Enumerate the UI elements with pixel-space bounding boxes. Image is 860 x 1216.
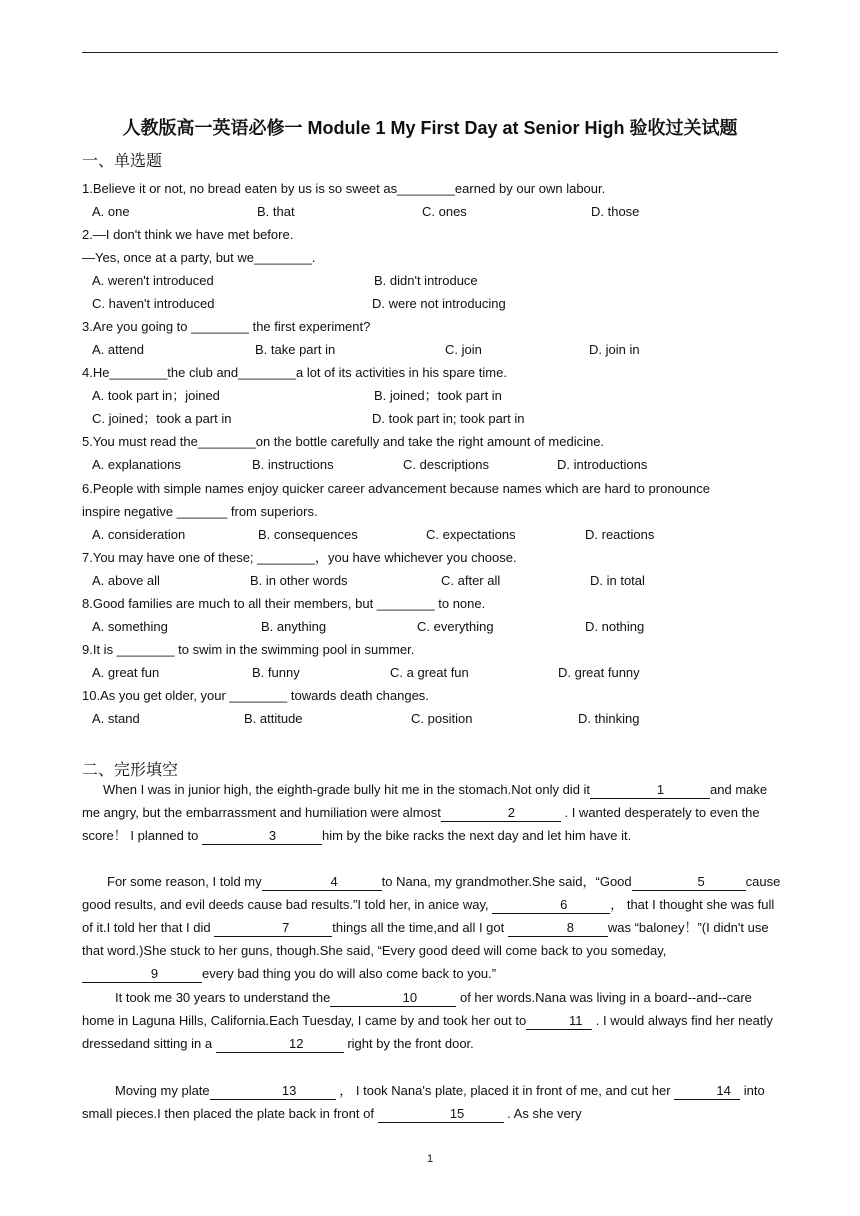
cloze-paragraph-4	[82, 1079, 782, 1125]
q4-option-d: D. took part in; took part in	[372, 411, 525, 426]
blank-8: 8	[508, 920, 608, 937]
q10-option-d: D. thinking	[578, 711, 640, 726]
blank-4: 4	[262, 874, 382, 891]
blank-15: 15	[378, 1106, 504, 1123]
question-10-stem: 10.As you get older, your ________ towards death changes.	[82, 688, 429, 703]
cloze-text: things all the time,and all I got	[332, 920, 508, 935]
question-2-stem-reply: —Yes, once at a party, but we________.	[82, 250, 316, 265]
blank-1: 1	[590, 782, 710, 799]
q6-option-b: B. consequences	[258, 527, 358, 542]
cloze-text: right by the front door.	[343, 1036, 474, 1051]
cloze-paragraph-1	[82, 778, 782, 847]
cloze-paragraph-3	[82, 986, 782, 1055]
question-3-stem: 3.Are you going to ________ the first experiment?	[82, 319, 371, 334]
q10-option-b: B. attitude	[244, 711, 303, 726]
q9-option-b: B. funny	[252, 665, 300, 680]
q6-option-d: D. reactions	[585, 527, 655, 542]
cloze-text: . I wanted desperately to even the score！ I planned to	[82, 805, 760, 843]
q10-option-c: C. position	[411, 711, 473, 726]
cloze-text: cause good results, and evil deeds cause bad results.”I told her, in anice way,	[82, 874, 781, 912]
question-7-stem: 7.You may have one of these; ________，you have whichever you choose.	[82, 550, 517, 565]
cloze-text: into small pieces.I then placed the plate back in front of	[82, 1083, 765, 1121]
q7-option-c: C. after all	[441, 573, 501, 588]
question-8-stem: 8.Good families are much to all their members, but ________ to none.	[82, 596, 486, 611]
q3-option-d: D. join in	[589, 342, 640, 357]
cloze-text: For some reason, I told my	[107, 874, 262, 889]
q2-option-b: B. didn't introduce	[374, 273, 478, 288]
q4-option-a: A. took part in；joined	[92, 388, 220, 403]
cloze-text: It took me 30 years to understand the	[115, 990, 331, 1005]
q7-option-b: B. in other words	[250, 573, 348, 588]
q5-option-c: C. descriptions	[403, 457, 489, 472]
q1-option-d: D. those	[591, 204, 640, 219]
cloze-text: him by the bike racks the next day and let him have it.	[321, 828, 632, 843]
q5-option-d: D. introductions	[557, 457, 648, 472]
question-2-stem: 2.—I don't think we have met before.	[82, 227, 294, 242]
cloze-text: ， I took Nana's plate, placed it in front of me, and cut her	[335, 1083, 675, 1098]
q8-option-b: B. anything	[261, 619, 327, 634]
cloze-text: . As she very	[503, 1106, 582, 1121]
cloze-text: When I was in junior high, the eighth-grade bully hit me in the stomach.Not only did it	[103, 782, 591, 797]
q9-option-c: C. a great fun	[390, 665, 469, 680]
cloze-text: ， that I thought she was full of it.I told her that I did	[82, 897, 775, 935]
q8-option-a: A. something	[92, 619, 168, 634]
section-heading-single-choice: 一、单选题	[82, 153, 163, 170]
header-rule	[82, 52, 778, 53]
q5-option-a: A. explanations	[92, 457, 181, 472]
q1-option-b: B. that	[257, 204, 295, 219]
question-5-stem: 5.You must read the________on the bottle carefully and take the right amount of medicine.	[82, 434, 605, 449]
question-1-stem: 1.Believe it or not, no bread eaten by us is so sweet as________earned by our own labour.	[82, 181, 606, 196]
q1-option-a: A. one	[92, 204, 130, 219]
q3-option-b: B. take part in	[255, 342, 336, 357]
blank-14: 14	[674, 1083, 740, 1100]
q7-option-a: A. above all	[92, 573, 160, 588]
page-title: 人教版高一英语必修一 Module 1 My First Day at Senior High 验收过关试题	[122, 118, 738, 138]
q9-option-d: D. great funny	[558, 665, 640, 680]
q2-option-a: A. weren't introduced	[92, 273, 214, 288]
q1-option-c: C. ones	[422, 204, 467, 219]
cloze-paragraph-2	[82, 870, 782, 985]
blank-10: 10	[330, 990, 456, 1007]
blank-3: 3	[202, 828, 322, 845]
question-9-stem: 9.It is ________ to swim in the swimming pool in summer.	[82, 642, 415, 657]
blank-13: 13	[210, 1083, 336, 1100]
q3-option-a: A. attend	[92, 342, 145, 357]
cloze-text: of her words.Nana was living in a board--and--care home in Laguna Hills, California.Each Tuesday, I came by and took her out to	[82, 990, 752, 1028]
q6-option-c: C. expectations	[426, 527, 516, 542]
cloze-text: . I would always find her neatly dressedand sitting in a	[82, 1013, 773, 1051]
q5-option-b: B. instructions	[252, 457, 334, 472]
q2-option-c: C. haven't introduced	[92, 296, 215, 311]
question-6-stem-cont: inspire negative _______ from superiors.	[82, 504, 318, 519]
blank-9: 9	[82, 966, 202, 983]
q2-option-d: D. were not introducing	[372, 296, 506, 311]
q4-option-c: C. joined；took a part in	[92, 411, 232, 426]
cloze-text: Moving my plate	[115, 1083, 210, 1098]
q10-option-a: A. stand	[92, 711, 140, 726]
cloze-text: and make me angry, but the embarrassment and humiliation were almost	[82, 782, 768, 820]
blank-11: 11	[526, 1013, 592, 1030]
question-6-stem: 6.People with simple names enjoy quicker career advancement because names which are hard to pronounce	[82, 481, 710, 496]
q4-option-b: B. joined；took part in	[374, 388, 502, 403]
page-number: 1	[426, 1153, 434, 1165]
q8-option-c: C. everything	[417, 619, 494, 634]
q9-option-a: A. great fun	[92, 665, 160, 680]
blank-7: 7	[214, 920, 332, 937]
q8-option-d: D. nothing	[585, 619, 645, 634]
cloze-text: was “baloney！”(I didn't use that word.)She stuck to her guns, though.She said, “Every good deed will come back to you someday,	[82, 920, 769, 958]
question-4-stem: 4.He________the club and________a lot of its activities in his spare time.	[82, 365, 507, 380]
cloze-text: every bad thing you do will also come back to you.”	[202, 966, 497, 981]
q6-option-a: A. consideration	[92, 527, 186, 542]
blank-6: 6	[492, 897, 610, 914]
cloze-text: to Nana, my grandmother.She said，“Good	[381, 874, 632, 889]
q7-option-d: D. in total	[590, 573, 645, 588]
blank-2: 2	[441, 805, 561, 822]
blank-5: 5	[632, 874, 746, 891]
blank-12: 12	[216, 1036, 344, 1053]
q3-option-c: C. join	[445, 342, 482, 357]
section-heading-cloze: 二、完形填空	[82, 762, 179, 779]
